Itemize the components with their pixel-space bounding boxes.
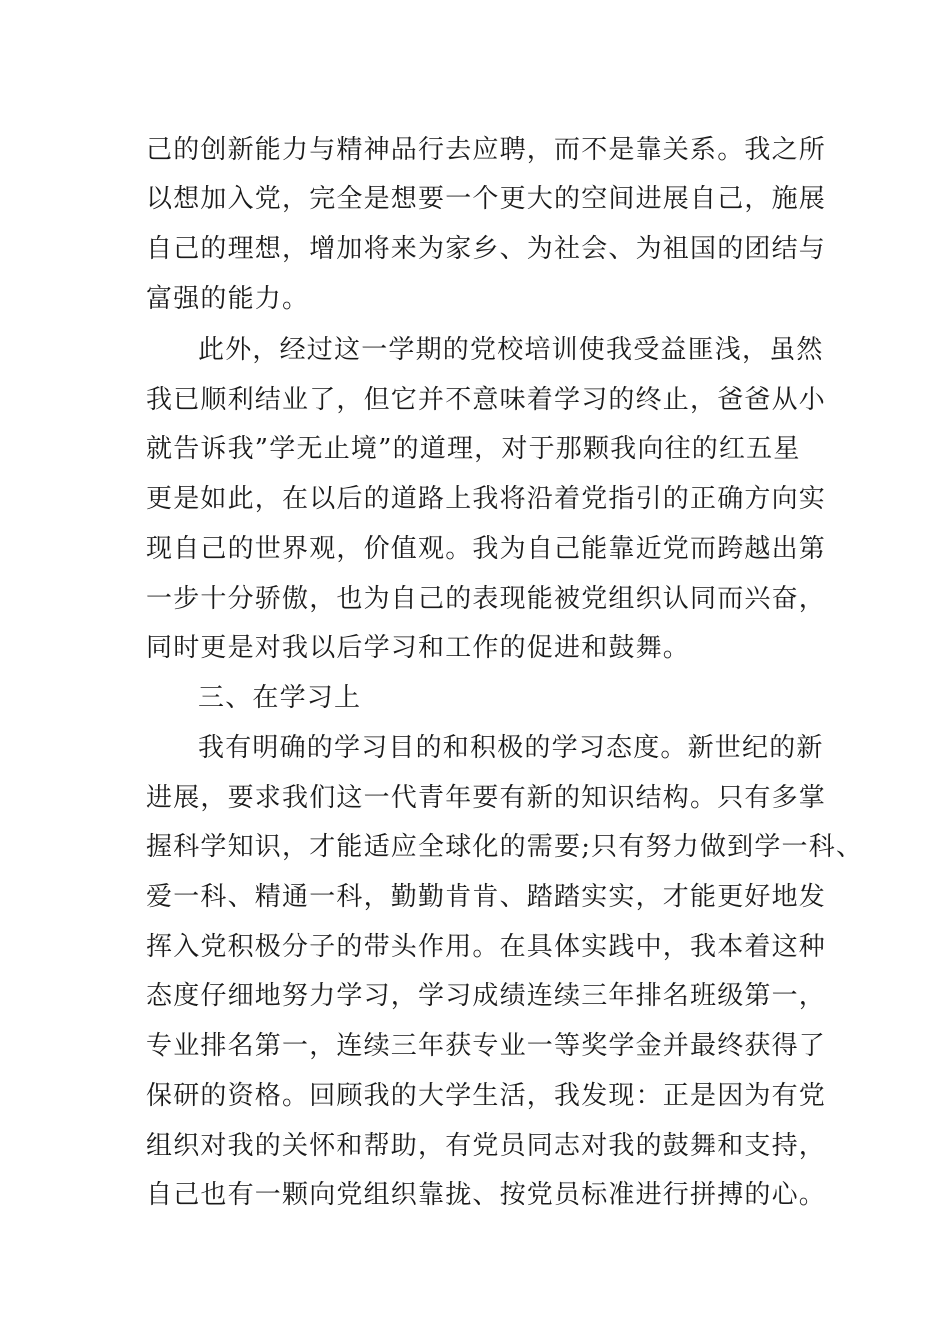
paragraph-first-line: 此外，经过这一学期的党校培训使我受益匪浅，虽然 [198, 335, 824, 365]
text-line: 组织对我的关怀和帮助，有党员同志对我的鼓舞和支持， [146, 1131, 827, 1161]
text-line: 更是如此，在以后的道路上我将沿着党指引的正确方向实 [146, 484, 827, 514]
text-line: 自己也有一颗向党组织靠拢、按党员标准进行拼搏的心。 [146, 1180, 827, 1210]
text-line: 态度仔细地努力学习，学习成绩连续三年排名班级第一， [146, 981, 827, 1011]
text-line: 以想加入党，完全是想要一个更大的空间进展自己，施展 [146, 184, 827, 214]
text-line: 富强的能力。 [146, 284, 310, 314]
text-line: 挥入党积极分子的带头作用。在具体实践中，我本着这种 [146, 932, 827, 962]
text-line: 进展，要求我们这一代青年要有新的知识结构。只有多掌 [146, 783, 827, 813]
paragraph-first-line: 我有明确的学习目的和积极的学习态度。新世纪的新 [198, 733, 824, 763]
text-line: 就告诉我”学无止境”的道理，对于那颗我向往的红五星 [146, 434, 801, 464]
text-line: 专业排名第一，连续三年获专业一等奖学金并最终获得了 [146, 1031, 827, 1061]
text-line: 保研的资格。回顾我的大学生活，我发现：正是因为有党 [146, 1081, 827, 1111]
text-line: 己的创新能力与精神品行去应聘，而不是靠关系。我之所 [146, 135, 827, 165]
text-line: 握科学知识，才能适应全球化的需要;只有努力做到学一科、 [146, 832, 864, 862]
text-line: 自己的理想，增加将来为家乡、为社会、为祖国的团结与 [146, 234, 827, 264]
section-heading: 三、在学习上 [198, 683, 362, 713]
text-line: 同时更是对我以后学习和工作的促进和鼓舞。 [146, 633, 691, 663]
text-line: 现自己的世界观，价值观。我为自己能靠近党而跨越出第 [146, 534, 827, 564]
text-line: 一步十分骄傲，也为自己的表现能被党组织认同而兴奋， [146, 584, 827, 614]
text-line: 我已顺利结业了，但它并不意味着学习的终止，爸爸从小 [146, 385, 827, 415]
text-line: 爱一科、精通一科，勤勤肯肯、踏踏实实，才能更好地发 [146, 882, 827, 912]
